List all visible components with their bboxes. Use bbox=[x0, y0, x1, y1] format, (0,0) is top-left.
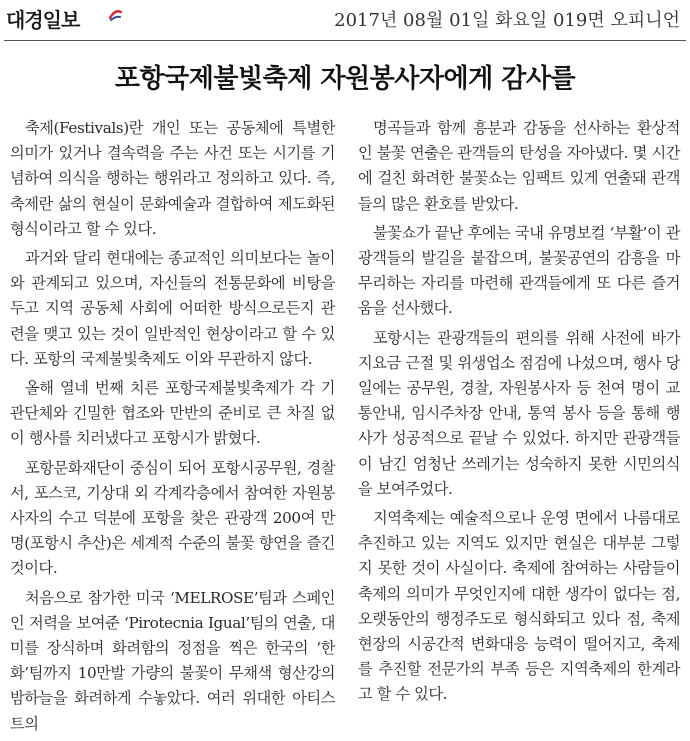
newspaper-logo: 대경일보 bbox=[6, 8, 80, 32]
paragraph: 불꽃쇼가 끝난 후에는 국내 유명보컬 ‘부활’이 관광객들의 발길을 붙잡으며, 불꽃공연의 감흥을 마무리하는 자리를 마련해 관객들에게 또 다른 즐거움을 선사했다. bbox=[358, 223, 680, 318]
logo-swoosh-icon bbox=[108, 8, 122, 22]
paragraph: 과거와 달리 현대에는 종교적인 의미보다는 놀이와 관계되고 있으며, 자신들의 전통문화에 비탕을 두고 지역 공동체 사회에 어떠한 방식으로든지 관련을 맺고 있는 것이 일반적인 현상이라고 할 수 있다. 포항의 국제불빛축제도 이와 무관하지 않다. bbox=[10, 249, 335, 368]
paragraph: 포항문화재단이 중심이 되어 포항시공무원, 경찰서, 포스코, 기상대 외 각계각층에서 참여한 자원봉사자의 수고 덕분에 포항을 찾은 관광객 200여 만명(포항시 추산)은 세계적 수준의 불꽃 향연을 즐긴 것이다. bbox=[10, 458, 335, 578]
paragraph: 올해 열네 번째 치른 포항국제불빛축제가 각 기관단체와 긴밀한 협조와 만반의 준비로 큰 차질 없이 행사를 치러냈다고 포항시가 밝혔다. bbox=[10, 379, 335, 448]
article-headline: 포항국제불빛축제 자원봉사자에게 감사를 bbox=[114, 64, 576, 94]
masthead bbox=[0, 0, 690, 40]
dateline: 2017년 08월 01일 화요일 019면 오피니언 bbox=[334, 10, 680, 31]
masthead-divider bbox=[4, 40, 686, 41]
article-column-right bbox=[358, 116, 680, 712]
paragraph: 명곡들과 함께 흥분과 감동을 선사하는 환상적인 불꽃 연출은 관객들의 탄성을 자아냈다. 몇 시간에 걸친 화려한 불꽃쇼는 임팩트 있게 연출돼 관객들의 많은 환호를 받았다. bbox=[358, 119, 680, 213]
paragraph: 축제(Festivals)란 개인 또는 공동체에 특별한 의미가 있거나 결속력을 주는 사건 또는 시기를 기념하여 의식을 행하는 행위라고 정의하고 있다. 즉, 축제란 삶의 현실이 문화예술과 결합하여 제도화된 형식이라고 할 수 있다. bbox=[10, 119, 335, 238]
article-column-left bbox=[10, 116, 335, 741]
paragraph: 포항시는 관광객들의 편의를 위해 사전에 바가지요금 근절 및 위생업소 점검에 나섰으며, 행사 당일에는 공무원, 경찰, 자원봉사자 등 천여 명이 교통안내, 임시주차장 안내, 통역 봉사 등을 통해 행사가 성공적으로 끝날 수 있었다. 하지만 관광객들이 남긴 엄청난 쓰레기는 성숙하지 못한 시민의식을 보여주었다. bbox=[358, 328, 680, 498]
paragraph: 처음으로 참가한 미국 ‘MELROSE’팀과 스페인 인 저력을 보여준 ‘Pirotecnia Igual’팀의 연출, 대미를 장식하며 화려함의 정점을 찍은 한국의 ‘한화’팀까지 10만발 가량의 불꽃이 무채색 형산강의 밤하늘을 화려하게 수놓았다. 여러 위대한 아티스트의 bbox=[10, 588, 335, 733]
paragraph: 지역축제는 예술적으로나 운영 면에서 나름대로 추진하고 있는 지역도 있지만 현실은 대부분 그렇지 못한 것이 사실이다. 축제에 참여하는 사람들이 축제의 의미가 무엇인지에 대한 생각이 없다는 점, 오랫동안의 행정주도로 형식화되고 있다 점, 축제 현장의 시공간적 변화대응 능력이 떨어지고, 축제를 추진할 전문가의 부족 등은 지역축제의 한계라고 할 수 있다. bbox=[358, 509, 680, 704]
